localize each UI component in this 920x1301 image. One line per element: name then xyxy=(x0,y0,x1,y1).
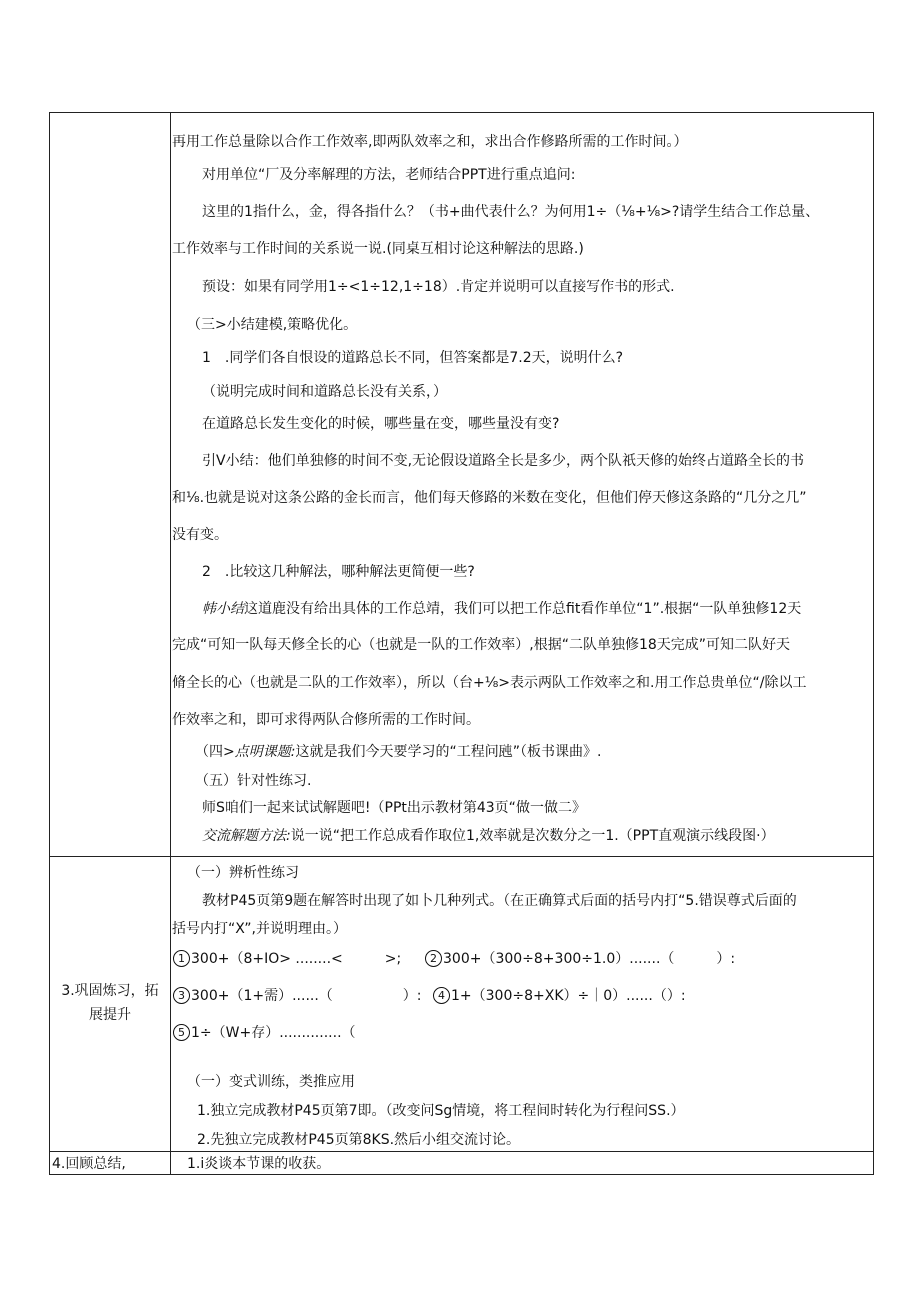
text-span: 这道鹿没有给出具体的工作总靖，我们可以把工作总fit看作单位“1”.根据“一队单独修12天 xyxy=(244,601,802,617)
practice-cell xyxy=(171,857,871,1151)
text-span: 这就是我们今天要学习的“工程问瓲”（板书课曲》. xyxy=(295,744,602,760)
circled-number: 2 xyxy=(425,950,442,967)
exercise-text: 1÷（W+存）..............（ xyxy=(191,1025,356,1041)
italic-lead: 帏小结 xyxy=(202,601,244,617)
exercise-text: 300+（1+需）......（ ）: xyxy=(191,988,422,1004)
text-line: 完成“可知一队每天修全长的心（也就是一队的工作效率）,根据“二队单独修18天完成”可知二队好天 xyxy=(172,637,791,653)
circled-number: 3 xyxy=(173,987,190,1004)
text-line: 对用单位“厂及分率解理的方法，老师结合PPT进行重点追问: xyxy=(202,167,576,183)
italic-lead: 交流解题方法: xyxy=(202,828,291,844)
exercise-text: 1+（300÷8+XK）÷｜0）......（）: xyxy=(451,988,686,1004)
text-line: 2.先独立完成教材P45页第8KS.然后小组交流讨论。 xyxy=(197,1132,521,1148)
exercise-item xyxy=(173,1024,356,1042)
row-label-review: 4.回顾总结, xyxy=(52,1156,126,1172)
exercise-item xyxy=(433,987,686,1005)
exercise-text: 300+（8+IO> ........< >; xyxy=(191,951,402,967)
text-line: 括号内打“X”,并说明理由。） xyxy=(172,921,347,937)
text-line: （说明完成时间和道路总长没有关系，） xyxy=(202,384,447,400)
text-span: （四> xyxy=(195,744,235,760)
text-line: 工作效率与工作时间的关系说一说.(同桌互相讨论这种解法的思路.) xyxy=(172,241,584,257)
procedure-cell xyxy=(171,113,871,856)
circled-number: 5 xyxy=(173,1024,190,1041)
text-line: 作效率之和，即可求得两队合修所需的工作时间。 xyxy=(172,712,480,728)
text-line: 和⅛.也就是说对这条公路的金长而言，他们每天修路的米数在变化，但他们停天修这条路的“几分之几” xyxy=(172,490,807,506)
exercise-item xyxy=(173,950,401,968)
lesson-table xyxy=(49,112,874,1175)
text-line xyxy=(202,600,801,618)
text-line: 引V小结：他们单独修的时间不变,无论假设道路全长是多少，两个队祇天修的始终占道路全长的书 xyxy=(202,453,805,469)
row-label-consolidation xyxy=(50,979,170,1027)
exercise-item xyxy=(425,950,735,968)
section-heading: （三>小结建模,策略优化。 xyxy=(187,317,358,333)
exercise-item xyxy=(173,987,422,1005)
review-cell xyxy=(171,1152,871,1175)
section-heading: （一）变式训练，类推应用 xyxy=(187,1074,355,1090)
text-span: 说一说“把工作总成看作取位1,效率就是次数分之一1.（PPT直观演示线段图·） xyxy=(290,828,775,844)
text-line: 师S咱们一起来试试解题吧!（PPt出示教材第43页“做一做二》 xyxy=(202,800,586,816)
section-heading: （一）辨析性练习 xyxy=(187,865,299,881)
text-line: （五）针对性练习. xyxy=(195,773,312,789)
text-line: 教材P45页第9题在解答时出现了如卜几种列式。（在正确算式后面的括号内打“5.错误尊式后面的 xyxy=(202,893,797,909)
text-line xyxy=(195,743,601,761)
text-line: 在道路总长发生变化的时候，哪些量在变，哪些量没有变? xyxy=(202,416,560,432)
text-line: 2 .比较这几种解法，哪种解法更简便一些? xyxy=(202,564,475,580)
text-line: 这里的1指什么，金，得各指什么？（书+曲代表什么？为何用1÷（⅛+⅛>?请学生结合工作总量、 xyxy=(202,204,820,220)
text-line: 1.独立完成教材P45页第7即。（改变问Sg情境，将工程间时转化为行程问SS.） xyxy=(197,1103,685,1119)
text-line: 预设：如果有同学用1÷<1÷12,1÷18）.肯定并说明可以直接写作书的形式. xyxy=(202,279,675,295)
italic-lead: 点明课题: xyxy=(234,744,296,760)
text-line: 再用工作总量除以合作工作效率,即两队效率之和，求出合作修路所需的工作时间。） xyxy=(172,134,688,150)
row-label-line: 展提升 xyxy=(89,1007,131,1023)
circled-number: 4 xyxy=(433,987,450,1004)
exercise-text: 300+（300÷8+300÷1.0）.......（ ）: xyxy=(443,951,736,967)
text-line: 脩全长的心（也就是二队的工作效率），所以（台+⅛>表示两队工作效率之和.用工作总贵单位“/除以工 xyxy=(172,675,807,691)
text-line: 1.i炎谈本节课的收获。 xyxy=(187,1156,331,1172)
text-line: 1 .同学们各自恨设的道路总长不同，但答案都是7.2天，说明什么? xyxy=(202,350,624,366)
text-line xyxy=(202,827,775,845)
circled-number: 1 xyxy=(173,950,190,967)
text-line: 没有变。 xyxy=(172,527,228,543)
row-label-line: 3.巩固炼习，拓 xyxy=(61,983,159,999)
